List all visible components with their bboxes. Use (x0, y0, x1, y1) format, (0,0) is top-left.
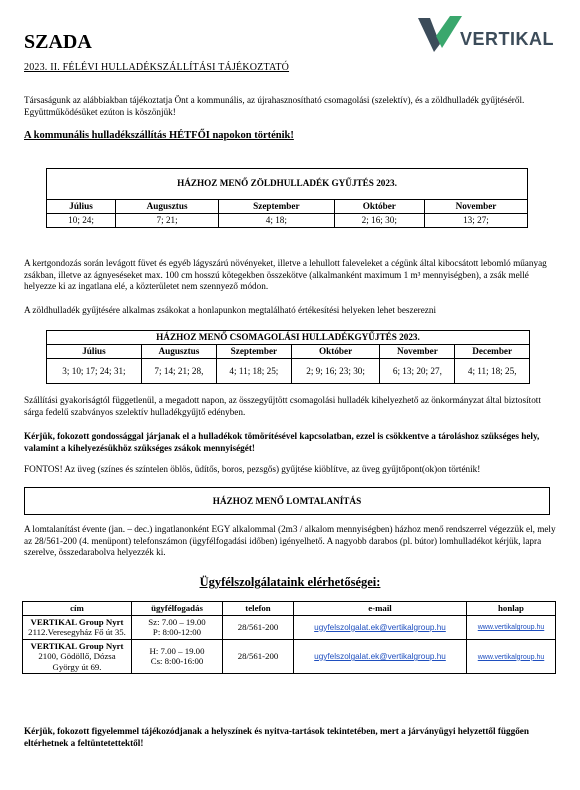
contact-company-name: VERTIKAL Group Nyrt (30, 616, 124, 627)
communal-notice: A kommunális hulladékszállítás HÉTFŐI napokon történik! (24, 130, 294, 141)
green-header-month: Október (334, 200, 424, 214)
green-header-month: Szeptember (219, 200, 335, 214)
packaging-table-caption: HÁZHOZ MENŐ CSOMAGOLÁSI HULLADÉKGYŰJTÉS 2023. (47, 331, 530, 345)
contact-email-cell (294, 615, 467, 639)
contact-website-link[interactable]: www.vertikalgroup.hu (477, 624, 545, 632)
packaging-header-month: Július (47, 345, 142, 359)
vertikal-logo-icon (416, 14, 464, 54)
green-dates-cell: 2; 16; 30; (334, 214, 424, 228)
footer-notice: Kérjük, fokozott figyelemmel tájékozódjanak a helyszínek és nyitva-tartások tekintetében, mert a járványügyi helyzettől függően eltérhetnek a feltüntetettektől! (24, 726, 529, 748)
contact-hours-line: P: 8:00-12:00 (152, 627, 202, 638)
contact-address: 2100, Gödöllő, Dózsa György út 69. (38, 651, 116, 672)
packaging-dates-cell: 6; 13; 20; 27, (380, 359, 455, 384)
logo-text: VERTIKAL (460, 29, 554, 49)
intro-text: Társaságunk az alábbiakban tájékoztatja Önt a kommunális, az újrahasznosítható csomagolási (szelektív), és a zöldhulladék gyűjtéséről. Együttműködésüket ezúton is köszönjük! (24, 95, 525, 117)
green-waste-table (46, 168, 528, 228)
green-waste-text: A kertgondozás során levágott füvet és egyéb lágyszárú növényeket, illetve a lehullott faleveleket a cégünk által kibocsátott lebomló műanyag zsákban, illetve az ágnyeséseket max. 100 cm hosszú kötegekben összekötve (alkalmanként maximum 1 m³ mennyiségben), a zsák mellé helyezze ki az ingatlana elé, a közterületet nem szennyező módon. (24, 258, 547, 291)
green-table-caption: HÁZHOZ MENŐ ZÖLDHULLADÉK GYŰJTÉS 2023. (47, 169, 528, 200)
page-title: SZADA (24, 31, 92, 53)
contact-hours-cell (132, 615, 223, 639)
contacts-header-address: cím (23, 602, 132, 616)
contact-email-cell (294, 639, 467, 674)
packaging-header-month: Október (291, 345, 380, 359)
packaging-dates-cell: 3; 10; 17; 24; 31; (47, 359, 142, 384)
green-dates-cell: 13; 27; (424, 214, 527, 228)
packaging-text: Szállítási gyakoriságtól függetlenül, a megadott napon, az összegyűjtött csomagolási hulladék kihelyezhető az önkormányzat által biztosított sárga fedelű szabványos szelektív hulladékgyűjtő edényben. (24, 395, 541, 417)
green-dates-cell: 4; 18; (219, 214, 335, 228)
contacts-table (22, 601, 556, 674)
green-dates-cell: 10; 24; (47, 214, 116, 228)
packaging-header-month: December (455, 345, 530, 359)
contacts-title: Ügyfélszolgálataink elérhetőségei: (199, 575, 381, 589)
glass-notice-text: FONTOS! Az üveg (színes és színtelen öblös, üdítős, boros, pezsgős) gyűjtése kiöblítve, az üveg gyűjtőpont(ok)on történik! (24, 464, 481, 474)
contact-hours-line: H: 7.00 – 19.00 (149, 645, 205, 656)
contact-company-name: VERTIKAL Group Nyrt (30, 640, 124, 651)
contacts-header-hours: ügyfélfogadás (132, 602, 223, 616)
green-header-month: November (424, 200, 527, 214)
vertikal-logo (416, 14, 556, 54)
green-bags-text: A zöldhulladék gyűjtésére alkalmas zsákokat a honlapunkon megtalálható értékesítési helyeken lehet beszerezni (24, 305, 437, 315)
page-subtitle: 2023. II. FÉLÉVI HULLADÉKSZÁLLÍTÁSI TÁJÉKOZTATÓ (24, 62, 290, 73)
packaging-dates-cell: 4; 11; 18; 25; (216, 359, 291, 384)
contact-web-cell (467, 639, 556, 674)
contacts-header-website: honlap (467, 602, 556, 616)
contact-row (23, 639, 556, 674)
compaction-request-text: Kérjük, fokozott gondossággal járjanak el a hulladékok tömörítésével kapcsolatban, ezzel is csökkentve a tároláshoz szükséges hely, valamint a kihelyezésükhöz szükséges zsákok mennyiségét! (24, 431, 540, 453)
packaging-header-month: Augusztus (141, 345, 216, 359)
packaging-header-month: November (380, 345, 455, 359)
contact-website-link[interactable]: www.vertikalgroup.hu (477, 653, 545, 661)
contact-email-link[interactable]: ugyfelszolgalat.ek@vertikalgroup.hu (314, 652, 446, 662)
contact-address-cell (23, 615, 132, 639)
packaging-dates-cell: 7; 14; 21; 28, (141, 359, 216, 384)
contact-row (23, 615, 556, 639)
contact-address-cell (23, 639, 132, 674)
contact-hours-cell (132, 639, 223, 674)
packaging-waste-table (46, 330, 530, 384)
green-header-month: Augusztus (116, 200, 219, 214)
green-dates-cell: 7; 21; (116, 214, 219, 228)
packaging-dates-cell: 4; 11; 18; 25, (455, 359, 530, 384)
packaging-header-month: Szeptember (216, 345, 291, 359)
bulky-waste-caption: HÁZHOZ MENŐ LOMTALANÍTÁS (24, 487, 550, 515)
contacts-header-phone: telefon (223, 602, 294, 616)
packaging-dates-cell: 2; 9; 16; 23; 30; (291, 359, 380, 384)
bulky-waste-text: A lomtalanítást évente (jan. – dec.) ingatlanonként EGY alkalommal (2m3 / alkalom mennyiségben) házhoz menő rendszerrel végezzük el, mely az 28/561-200 (4. menüpont) telefonszámon (ügyfélfogadási időben) igényelhető. A nagyobb darabos (pl. bútor) lomhulladékot kérjük, lapra szerelve, összedarabolva helyezzék ki. (24, 524, 556, 557)
contact-phone: 28/561-200 (223, 615, 294, 639)
contact-phone: 28/561-200 (223, 639, 294, 674)
contact-web-cell (467, 615, 556, 639)
green-header-month: Július (47, 200, 116, 214)
contact-address: 2112.Veresegyház Fő út 35. (28, 627, 126, 638)
contacts-header-email: e-mail (294, 602, 467, 616)
contact-hours-line: Sz: 7.00 – 19.00 (148, 616, 206, 627)
contact-email-link[interactable]: ugyfelszolgalat.ek@vertikalgroup.hu (314, 622, 446, 632)
contact-hours-line: Cs: 8:00-16:00 (150, 656, 204, 667)
